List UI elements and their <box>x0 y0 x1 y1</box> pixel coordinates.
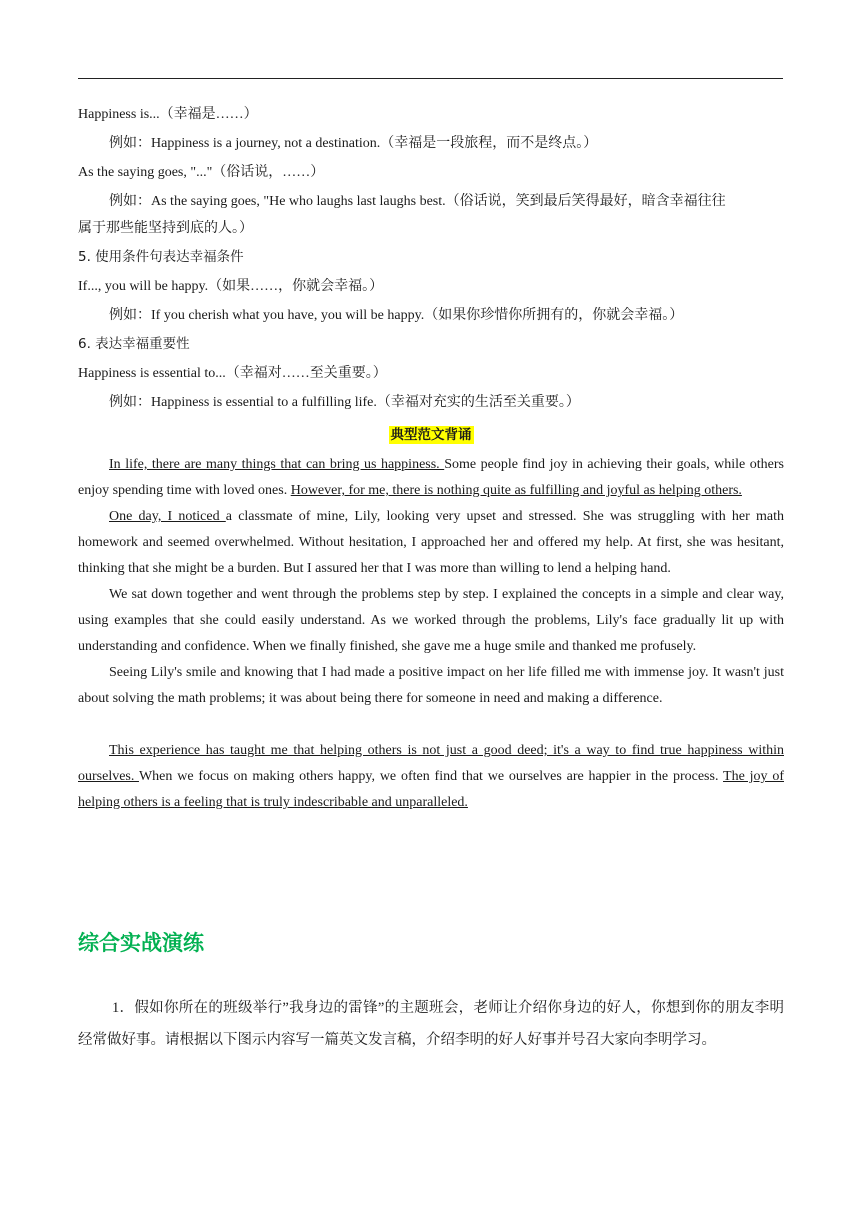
essay-paragraph: Seeing Lily's smile and knowing that I had made a positive impact on her life filled me with immense joy. It wasn't just about solving the math problems; it was about being there for someone in need and making a difference. <box>78 665 784 706</box>
essay-paragraph <box>78 452 784 504</box>
underlined-sentence: One day, I noticed <box>109 509 226 524</box>
underlined-sentence: However, for me, there is nothing quite as fulfilling and joyful as helping others. <box>290 483 742 498</box>
underlined-sentence: The joy of helping others is a feeling that is truly indescribable and unparalleled. <box>78 769 784 810</box>
essay-heading-highlight: 典型范文背诵 <box>390 427 472 443</box>
document-body <box>78 100 784 816</box>
header-rule <box>78 78 783 79</box>
example-line: 例如：As the saying goes, "He who laughs last laughs best.（俗话说，笑到最后笑得最好，暗含幸福往往 <box>109 194 726 209</box>
example-line-continued: 属于那些能坚持到底的人。） <box>78 221 253 236</box>
example-line: 例如：Happiness is essential to a fulfilling life.（幸福对充实的生活至关重要。） <box>109 395 580 410</box>
essay-text: When we focus on making others happy, we often find that we ourselves are happier in the process. <box>138 769 724 784</box>
exercise-question: 1．假如你所在的班级举行”我身边的雷锋”的主题班会，老师让介绍你身边的好人，你想到你的朋友李明经常做好事。请根据以下图示内容写一篇英文发言稿，介绍李明的好人好事并号召大家向李明学习。 <box>78 1000 784 1048</box>
section-title: 综合实战演练 <box>78 931 204 955</box>
essay-text: Some people find joy in achieving their goals, while others enjoy spending time with loved ones. <box>78 457 784 498</box>
example-line: 例如：Happiness is a journey, not a destination.（幸福是一段旅程，而不是终点。） <box>109 136 598 151</box>
essay-paragraph <box>78 738 784 816</box>
essay-text: a classmate of mine, Lily, looking very upset and stressed. She was struggling with her math homework and seemed overwhelmed. Without hesitation, I approached her and offered my help. At first, she was hesitant, thinking that she might be a burden. But I assured her that I was more than willing to lend a helping hand. <box>78 509 784 576</box>
underlined-sentence: In life, there are many things that can bring us happiness. <box>109 457 445 472</box>
subsection-heading: 5. 使用条件句表达幸福条件 <box>78 249 244 265</box>
essay-paragraph <box>78 504 784 582</box>
underlined-sentence: This experience has taught me that helping others is not just a good deed; it's a way to find true happiness within ourselves. <box>78 743 784 784</box>
phrase-line: Happiness is...（幸福是……） <box>78 107 258 122</box>
phrase-line: If..., you will be happy.（如果……，你就会幸福。） <box>78 279 384 294</box>
paragraph-gap <box>78 712 784 738</box>
essay-heading <box>78 421 784 450</box>
phrase-line: Happiness is essential to...（幸福对……至关重要。） <box>78 366 387 381</box>
example-line: 例如：If you cherish what you have, you will be happy.（如果你珍惜你所拥有的，你就会幸福。） <box>109 308 684 323</box>
phrase-line: As the saying goes, "..."（俗话说，……） <box>78 165 325 180</box>
essay-paragraph: We sat down together and went through the problems step by step. I explained the concepts in a simple and clear way, using examples that she could easily understand. As we worked through the problems, Lily's face gradually lit up with understanding and confidence. When we finally finished, she gave me a huge smile and thanked me profusely. <box>78 587 784 654</box>
subsection-heading: 6. 表达幸福重要性 <box>78 336 190 352</box>
